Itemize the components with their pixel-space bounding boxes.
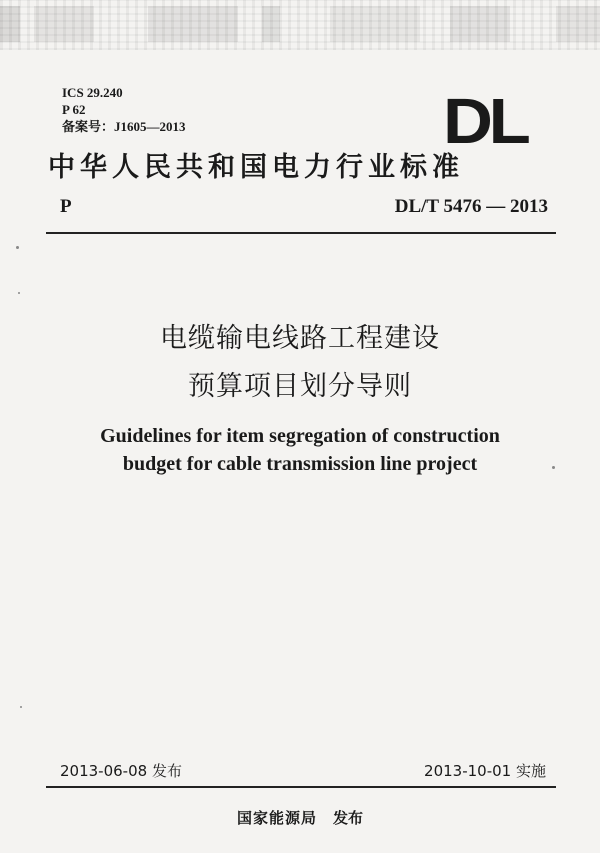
scan-speck [552, 466, 555, 469]
issuer-org: 国家能源局 [236, 809, 317, 827]
ics-code: ICS 29.240 [62, 85, 123, 100]
top-divider [46, 232, 556, 234]
scan-speck [20, 706, 22, 708]
publish-date: 2013-06-08 发布 [60, 762, 182, 780]
dl-logo: DL [443, 85, 527, 157]
issuer-action: 发布 [333, 809, 364, 827]
scan-speck [16, 246, 19, 249]
title-en-line-1: Guidelines for item segregation of construction [100, 425, 500, 447]
ccs-code: P 62 [62, 102, 86, 117]
title-cn-line-1: 电缆输电线路工程建设 [160, 323, 440, 354]
bottom-divider [46, 786, 556, 788]
standard-number: DL/T 5476 — 2013 [394, 196, 548, 217]
standard-category: P [60, 196, 72, 217]
scan-noise-band [0, 0, 600, 50]
implement-date: 2013-10-01 实施 [424, 762, 546, 780]
classification-block [62, 84, 186, 135]
record-number: 备案号：J1605—2013 [62, 119, 186, 134]
scan-speck [18, 292, 20, 294]
title-en-line-2: budget for cable transmission line project [122, 453, 478, 475]
standard-issuer-title: 中华人民共和国电力行业标准 [48, 152, 464, 183]
issuer-line [0, 807, 600, 828]
title-cn-line-2: 预算项目划分导则 [188, 371, 412, 402]
